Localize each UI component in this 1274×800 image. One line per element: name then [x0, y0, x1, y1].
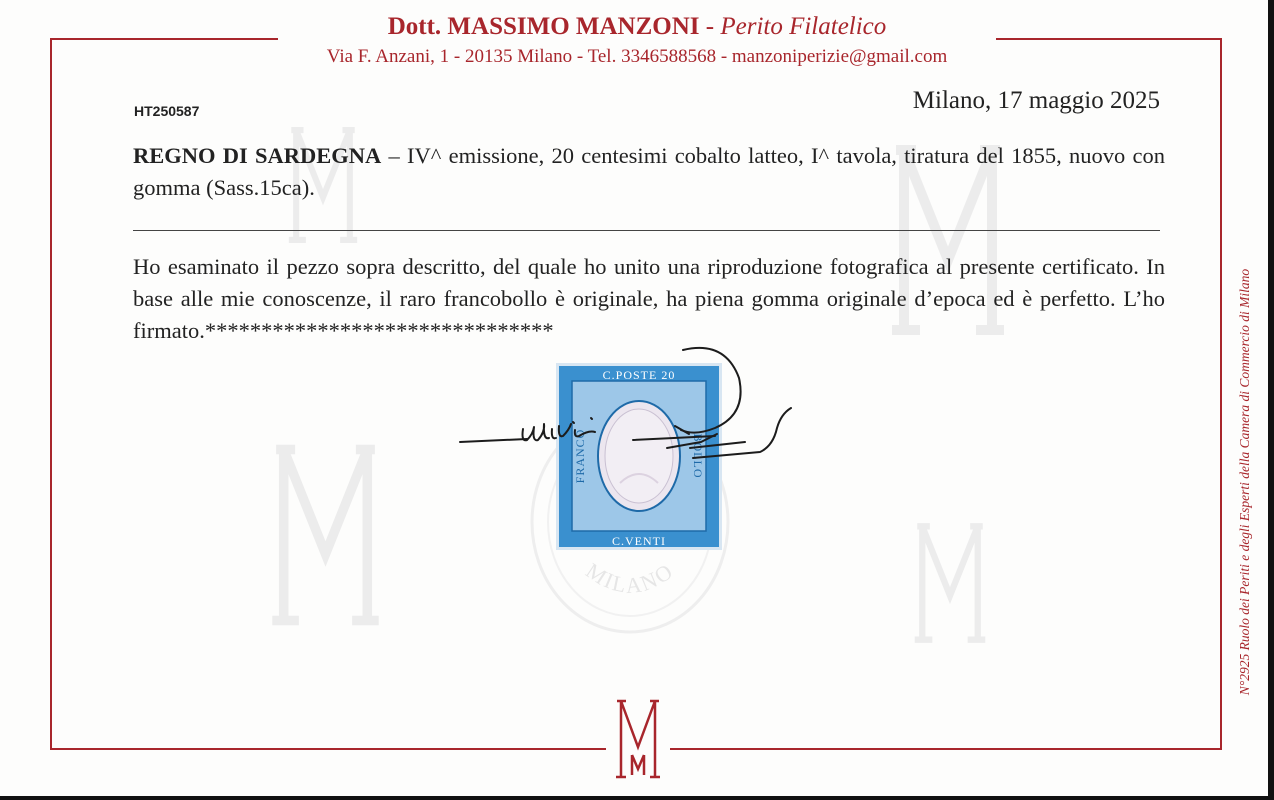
- divider: [133, 230, 1160, 231]
- stamp-left-text: FRANCO: [573, 428, 587, 484]
- frame-line-left: [50, 38, 52, 750]
- stamp-right-text: BOLLO: [691, 433, 705, 479]
- description-subject: REGNO DI SARDEGNA: [133, 143, 382, 168]
- expert-role: Perito Filatelico: [720, 13, 887, 40]
- seal-text: MILANO: [581, 557, 679, 599]
- frame-line-bottom-left: [50, 748, 606, 750]
- expert-header: [0, 13, 1268, 41]
- expert-name: Dott. MASSIMO MANZONI: [387, 13, 700, 40]
- place-and-date: Milano, 17 maggio 2025: [912, 87, 1160, 114]
- stamp-description: [133, 140, 1165, 204]
- expert-statement: Ho esaminato il pezzo sopra descritto, del quale ho unito una riproduzione fotografica al presente certificato. In base alle mie conoscenze, il raro francobollo è originale, ha piena gomma originale d’epoca ed è perfetto. L’ho firmato.*******************************: [133, 254, 1165, 343]
- header-separator: -: [699, 13, 721, 40]
- mm-monogram-logo: [612, 697, 664, 781]
- certificate-number: HT250587: [134, 103, 200, 119]
- handwritten-signature: [455, 330, 815, 480]
- svg-text:MILANO: [582, 558, 679, 598]
- frame-line-bottom-right: [670, 748, 1222, 750]
- description-text: – IV^ emissione, 20 centesimi cobalto latteo, I^ tavola, tiratura del 1855, nuovo con gomma (Sass.15ca).: [133, 143, 1165, 200]
- expert-address: Via F. Anzani, 1 - 20135 Milano - Tel. 3346588568 - manzoniperizie@gmail.com: [326, 46, 948, 67]
- watermark-monogram: [268, 440, 383, 630]
- registration-note: N°2925 Ruolo dei Periti e degli Esperti della Camera di Commercio di Milano: [1237, 268, 1252, 696]
- watermark-monogram: [912, 520, 988, 646]
- frame-line-right: [1220, 38, 1222, 750]
- stamp-top-text: C.POSTE 20: [602, 368, 676, 382]
- stamp-bottom-text: C.VENTI: [612, 534, 666, 548]
